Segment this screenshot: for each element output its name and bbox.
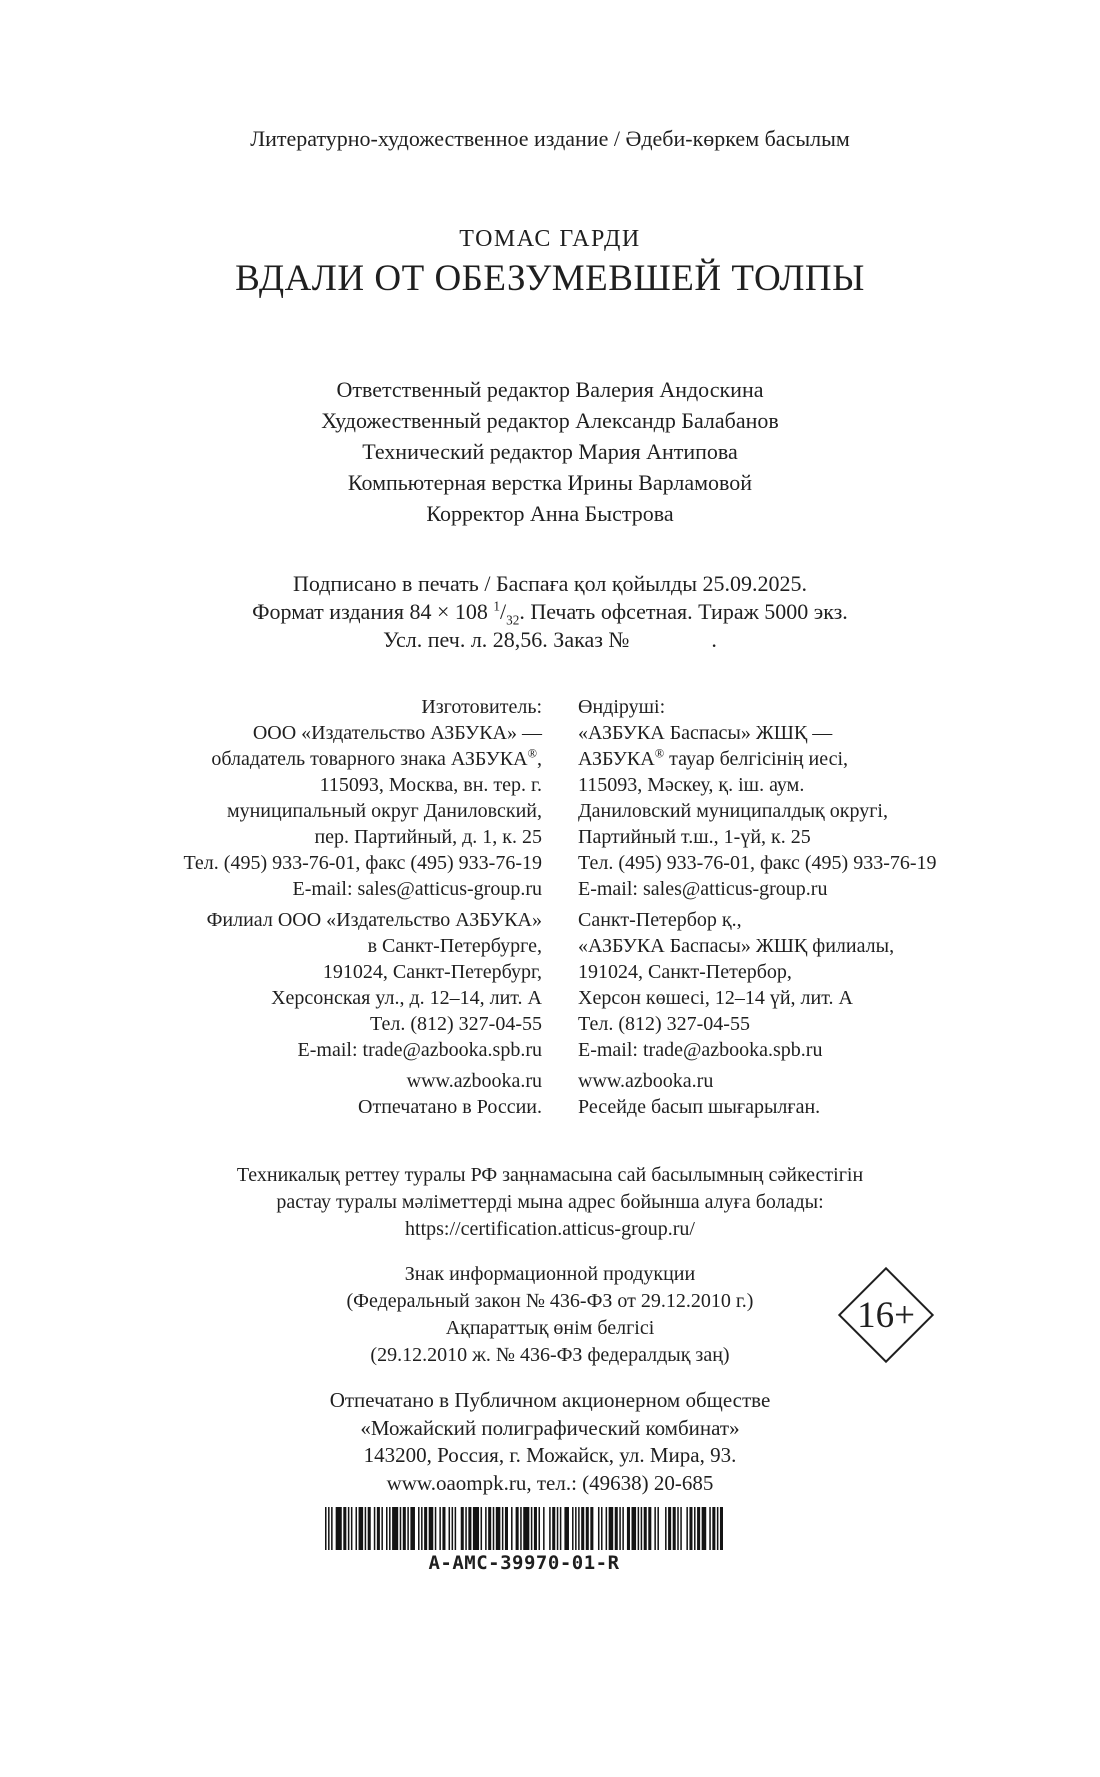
text-line: Компьютерная верстка Ирины Варламовой	[347, 470, 753, 495]
order-number-text: Усл. печ. л. 28,56. Заказ №	[383, 627, 630, 652]
order-number-period: .	[711, 627, 717, 652]
text-line: «АЗБУКА Баспасы» ЖШҚ —	[578, 722, 833, 744]
certification-note	[0, 1162, 1100, 1243]
text-line: 143200, Россия, г. Можайск, ул. Мира, 93.	[363, 1443, 737, 1467]
text-line: Өндіруші:	[578, 696, 666, 718]
text-line: E-mail: trade@azbooka.spb.ru	[578, 1039, 823, 1061]
text-line: Отпечатано в России.	[358, 1096, 542, 1118]
order-number-line	[0, 626, 1100, 654]
branch-kz-block	[578, 907, 990, 1063]
printing-house-info	[0, 1387, 1100, 1497]
format-fraction-denominator: 32	[506, 612, 520, 628]
barcode-label: A-AMC-39970-01-R	[428, 1552, 620, 1574]
edition-type-line: Литературно-художественное издание / Әдеби-көркем басылым	[250, 126, 850, 151]
text-line: Ақпараттық өнім белгісі	[445, 1317, 655, 1339]
text-line: Партийный т.ш., 1-үй, к. 25	[578, 826, 811, 848]
barcode-icon	[325, 1507, 723, 1550]
editorial-staff-list	[0, 374, 1100, 529]
text-line: Изготовитель:	[421, 696, 542, 718]
text-line: «АЗБУКА Баспасы» ЖШҚ филиалы,	[578, 935, 895, 957]
text-line: 115093, Москва, вн. тер. г.	[319, 774, 542, 796]
manufacturer-columns	[130, 694, 990, 1120]
format-fraction-numerator: 1	[493, 598, 500, 614]
text-line: АЗБУКА® тауар белгісінің иесі,	[578, 746, 849, 770]
text-line: 191024, Санкт-Петербор,	[578, 961, 792, 983]
website-ru-block	[130, 1068, 542, 1120]
text-line: Тел. (495) 933-76-01, факс (495) 933-76-19	[183, 852, 542, 874]
book-title: ВДАЛИ ОТ ОБЕЗУМЕВШЕЙ ТОЛПЫ	[235, 258, 865, 299]
text-line: https://certification.atticus-group.ru/	[405, 1218, 695, 1240]
text-line: Херсонская ул., д. 12–14, лит. А	[271, 987, 542, 1009]
text-line: (29.12.2010 ж. № 436-ФЗ федералдық заң)	[370, 1344, 730, 1366]
manufacturer-column-ru	[130, 694, 542, 1120]
text-line: Тел. (495) 933-76-01, факс (495) 933-76-19	[578, 852, 937, 874]
text-line: Даниловский муниципалдық округі,	[578, 800, 888, 822]
text-line: Ответственный редактор Валерия Андоскина	[336, 377, 764, 402]
text-line: www.oaompk.ru, тел.: (49638) 20-685	[386, 1470, 714, 1495]
text-line: Художественный редактор Александр Балабанов	[321, 408, 779, 433]
information-product-sign	[0, 1261, 1100, 1369]
barcode	[325, 1507, 723, 1550]
age-rating-value: 16+	[857, 1294, 915, 1336]
text-line: пер. Партийный, д. 1, к. 25	[314, 826, 542, 848]
website-kz-block	[578, 1068, 990, 1120]
text-line: в Санкт-Петербурге,	[367, 935, 542, 957]
text-line: ООО «Издательство АЗБУКА» —	[252, 722, 542, 744]
text-line: Ресейде басып шығарылған.	[578, 1096, 821, 1118]
text-line: «Можайский полиграфический комбинат»	[360, 1415, 740, 1440]
branch-ru-block	[130, 907, 542, 1063]
format-prefix: Формат издания 84 × 108	[252, 599, 494, 624]
text-line: обладатель товарного знака АЗБУКА®,	[211, 746, 542, 770]
manufacturer-ru-block	[130, 694, 542, 902]
text-line: E-mail: trade@azbooka.spb.ru	[297, 1039, 542, 1061]
text-line: Херсон көшесі, 12–14 үй, лит. А	[578, 987, 853, 1009]
text-line: www.azbooka.ru	[578, 1070, 714, 1092]
text-line: (Федеральный закон № 436-ФЗ от 29.12.2010 г.)	[346, 1290, 754, 1312]
text-line: www.azbooka.ru	[406, 1070, 542, 1092]
format-suffix: . Печать офсетная. Тираж 5000 экз.	[519, 599, 848, 624]
text-line: Тел. (812) 327-04-55	[370, 1013, 542, 1035]
format-line	[0, 598, 1100, 626]
text-line: Санкт-Петербор қ.,	[578, 909, 742, 931]
text-line: Знак информационной продукции	[404, 1263, 696, 1285]
text-line: растау туралы мәліметтерді мына адрес бойынша алуға болады:	[276, 1191, 824, 1213]
manufacturer-column-kz	[578, 694, 990, 1120]
author-name: ТОМАС ГАРДИ	[459, 226, 641, 252]
format-fraction-slash: /	[500, 599, 507, 624]
manufacturer-kz-block	[578, 694, 990, 902]
print-run-info	[0, 570, 1100, 654]
text-line: муниципальный округ Даниловский,	[226, 800, 542, 822]
signed-to-print-line: Подписано в печать / Баспаға қол қойылды 25.09.2025.	[292, 571, 808, 596]
text-line: E-mail: sales@atticus-group.ru	[578, 878, 828, 900]
text-line: E-mail: sales@atticus-group.ru	[292, 878, 542, 900]
text-line: Тел. (812) 327-04-55	[578, 1013, 750, 1035]
text-line: 191024, Санкт-Петербург,	[322, 961, 542, 983]
text-line: Техникалық реттеу туралы РФ заңнамасына сай басылымның сәйкестігін	[236, 1164, 864, 1186]
age-rating-badge	[838, 1267, 934, 1363]
text-line: 115093, Мәскеу, қ. іш. аум.	[578, 774, 805, 796]
text-line: Корректор Анна Быстрова	[426, 501, 674, 526]
text-line: Технический редактор Мария Антипова	[362, 439, 738, 464]
text-line: Филиал ООО «Издательство АЗБУКА»	[206, 909, 542, 931]
text-line: Отпечатано в Публичном акционерном обществе	[329, 1388, 771, 1412]
